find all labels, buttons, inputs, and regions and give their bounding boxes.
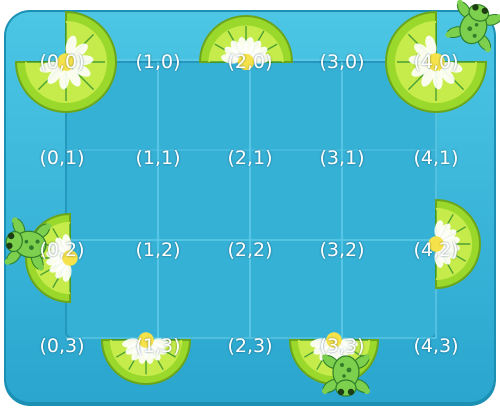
cell-label-3-1: (3,1) bbox=[319, 147, 365, 169]
cell-label-1-1: (1,1) bbox=[135, 147, 181, 169]
cell-label-1-0: (1,0) bbox=[135, 51, 181, 73]
cell-label-4-3: (4,3) bbox=[413, 335, 459, 357]
cell-label-2-2: (2,2) bbox=[227, 239, 273, 261]
cell-label-2-3: (2,3) bbox=[227, 335, 273, 357]
cell-label-1-3: (1,3) bbox=[135, 335, 181, 357]
cell-label-0-0: (0,0) bbox=[39, 51, 85, 73]
cell-label-2-0: (2,0) bbox=[227, 51, 273, 73]
cell-label-0-3: (0,3) bbox=[39, 335, 85, 357]
water-basin bbox=[66, 62, 436, 338]
cell-label-2-1: (2,1) bbox=[227, 147, 273, 169]
cell-label-4-0: (4,0) bbox=[413, 51, 459, 73]
cell-label-3-0: (3,0) bbox=[319, 51, 365, 73]
cell-label-1-2: (1,2) bbox=[135, 239, 181, 261]
cell-label-3-2: (3,2) bbox=[319, 239, 365, 261]
cell-label-4-1: (4,1) bbox=[413, 147, 459, 169]
cell-label-0-1: (0,1) bbox=[39, 147, 85, 169]
cell-label-0-2: (0,2) bbox=[39, 239, 85, 261]
cell-label-4-2: (4,2) bbox=[413, 239, 459, 261]
cell-label-3-3: (3,3) bbox=[319, 335, 365, 357]
